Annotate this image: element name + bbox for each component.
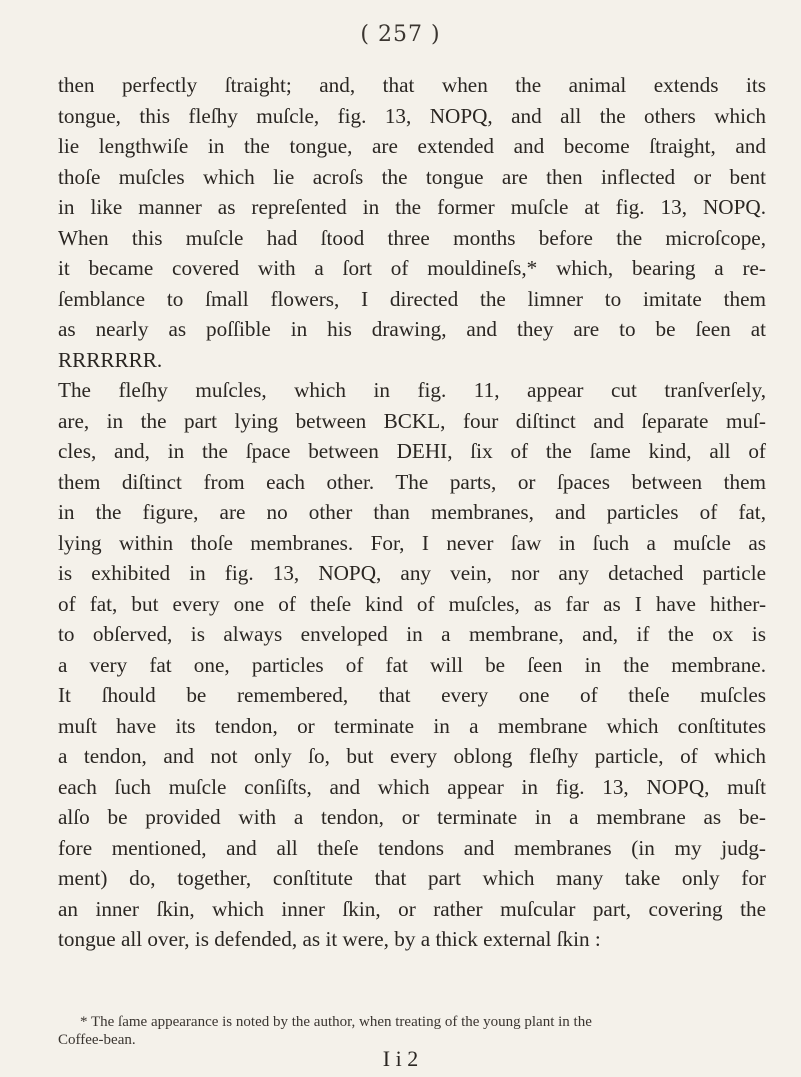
text-line: thoſe muſcles which lie acroſs the tongue are then inflected or bent bbox=[58, 164, 766, 189]
text-line: tongue, this fleſhy muſcle, fig. 13, NOPQ, and all the others which bbox=[58, 103, 766, 128]
text-line: tongue all over, is defended, as it were, by a thick external ſkin : bbox=[58, 927, 601, 951]
text-line: lie lengthwiſe in the tongue, are extended and become ſtraight, and bbox=[58, 134, 766, 158]
footnote-line: * The ſame appearance is noted by the author, when treating of the young plant in the bbox=[80, 1014, 592, 1030]
text-line: ſemblance to ſmall flowers, I directed the limner to imitate them bbox=[58, 286, 766, 311]
text-line: an inner ſkin, which inner ſkin, or rather muſcular part, covering the bbox=[58, 896, 766, 921]
text-line: each ſuch muſcle conſiſts, and which appear in fig. 13, NOPQ, muſt bbox=[58, 774, 766, 799]
text-line: a tendon, and not only ſo, but every oblong fleſhy particle, of which bbox=[58, 744, 766, 768]
signature-mark: I i 2 bbox=[382, 1046, 419, 1071]
footnote-line: Coffee-bean. bbox=[58, 1032, 136, 1048]
text-line: alſo be provided with a tendon, or terminate in a membrane as be- bbox=[58, 805, 766, 829]
text-line: It ſhould be remembered, that every one of theſe muſcles bbox=[58, 683, 766, 707]
text-line: is exhibited in fig. 13, NOPQ, any vein, nor any detached particle bbox=[58, 561, 766, 585]
text-line: as nearly as poſſible in his drawing, and they are to be ſeen at bbox=[58, 317, 766, 341]
text-line: cles, and, in the ſpace between DEHI, ſix of the ſame kind, all of bbox=[58, 439, 766, 463]
page-number: ( 257 ) bbox=[360, 22, 441, 47]
text-line: fore mentioned, and all theſe tendons and membranes (in my judg- bbox=[58, 835, 766, 860]
text-line: in the figure, are no other than membranes, and particles of fat, bbox=[58, 500, 766, 524]
text-line: then perfectly ſtraight; and, that when the animal extends its bbox=[58, 73, 766, 97]
text-line: of fat, but every one of theſe kind of muſcles, as far as I have hither- bbox=[58, 591, 766, 616]
text-line: muſt have its tendon, or terminate in a membrane which conſtitutes bbox=[58, 713, 766, 738]
text-line: ment) do, together, conſtitute that part which many take only for bbox=[58, 866, 766, 890]
footnote bbox=[58, 1013, 766, 1049]
text-line: are, in the part lying between BCKL, four diſtinct and ſeparate muſ- bbox=[58, 408, 766, 433]
text-line: a very fat one, particles of fat will be ſeen in the membrane. bbox=[58, 652, 766, 677]
text-line: When this muſcle had ſtood three months before the microſcope, bbox=[58, 225, 766, 250]
text-line: in like manner as repreſented in the former muſcle at fig. 13, NOPQ. bbox=[58, 195, 766, 219]
body-text bbox=[58, 70, 766, 955]
text-line: lying within thoſe membranes. For, I never ſaw in ſuch a muſcle as bbox=[58, 530, 766, 555]
text-line: it became covered with a ſort of mouldineſs,* which, bearing a re- bbox=[58, 256, 766, 280]
text-line: to obſerved, is always enveloped in a membrane, and, if the ox is bbox=[58, 622, 766, 646]
text-line: them diſtinct from each other. The parts, or ſpaces between them bbox=[58, 469, 766, 494]
text-line: The fleſhy muſcles, which in fig. 11, appear cut tranſverſely, bbox=[58, 378, 766, 402]
text-line: RRRRRRR. bbox=[58, 347, 163, 372]
